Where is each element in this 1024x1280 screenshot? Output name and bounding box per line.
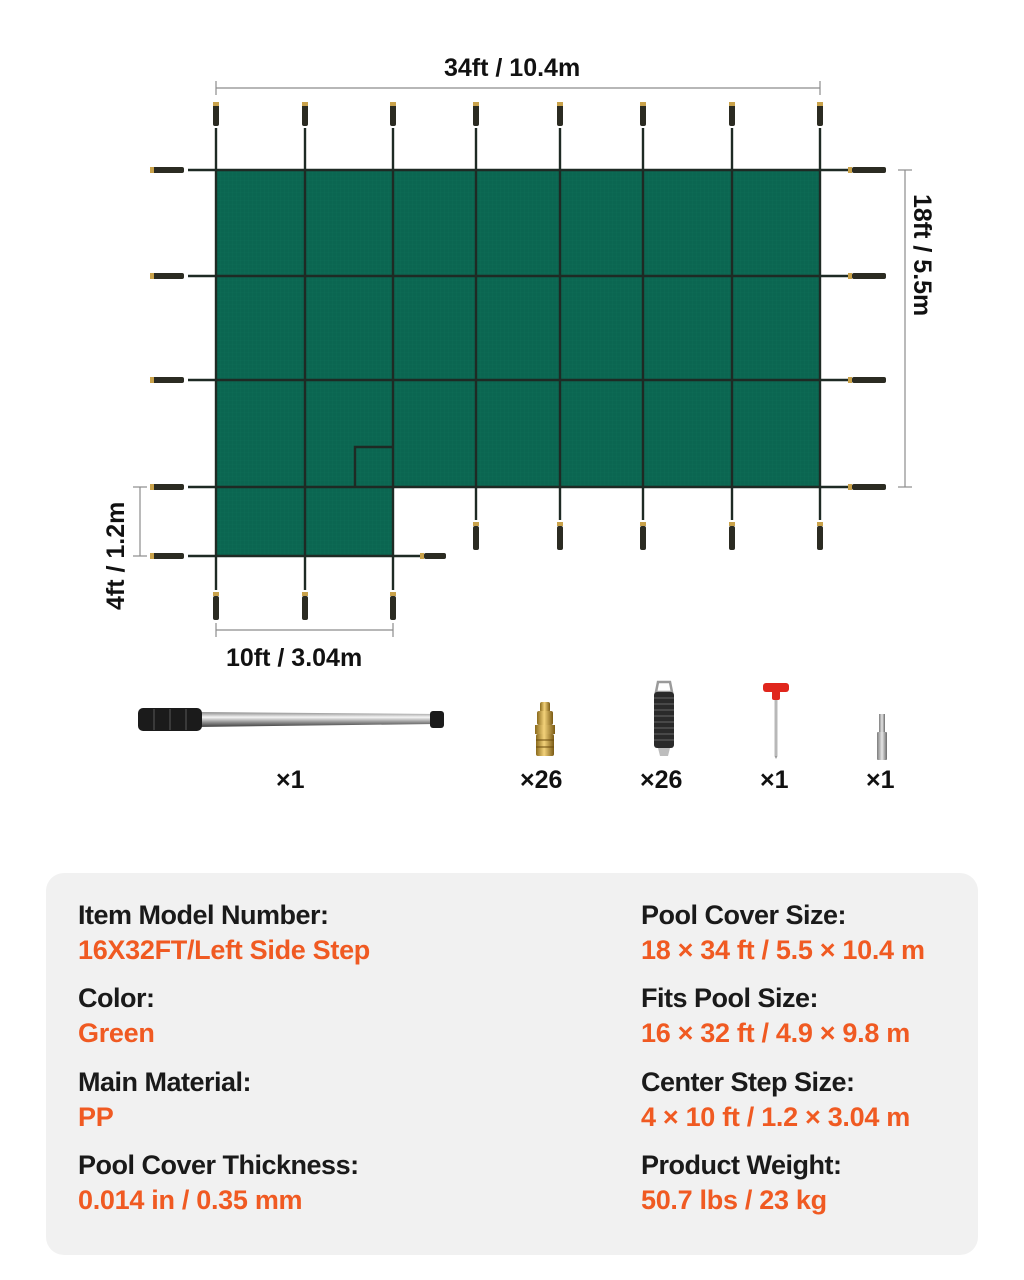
strap-anchor [852,484,886,490]
spec-value: 16 × 32 ft / 4.9 × 9.8 m [641,1018,910,1049]
spec-column-right [641,899,925,1232]
spec-model-number [78,899,370,982]
spec-cover-size [641,899,925,982]
dimension-right-height: 18ft / 5.5m [908,194,936,317]
spec-label: Item Model Number: [78,900,329,930]
spec-label: Pool Cover Thickness: [78,1149,359,1180]
spec-color [78,982,370,1065]
strap-anchor [150,553,184,559]
strap-anchor [640,526,646,550]
spec-value: PP [78,1101,114,1132]
spec-value: 18 × 34 ft / 5.5 × 10.4 m [641,935,925,965]
strap-anchor [557,526,563,550]
strap-anchor [150,273,184,279]
spec-material [78,1066,370,1149]
spec-value: 4 × 10 ft / 1.2 × 3.04 m [641,1101,910,1132]
spring-icon [648,680,680,758]
spec-step-size [641,1066,925,1149]
strap-anchor [150,167,184,173]
dimension-step-height: 4ft / 1.2m [102,501,130,610]
spec-column-left [78,899,370,1232]
spec-value: Green [78,1018,155,1049]
strap-anchor [150,377,184,383]
spec-value: 16X32FT/Left Side Step [78,935,370,965]
strap-anchor [302,596,308,620]
strap-anchor [213,596,219,620]
spec-thickness [78,1149,370,1232]
rod-quantity: ×1 [276,766,305,794]
spec-label: Pool Cover Size: [641,900,847,930]
key-quantity: ×1 [760,766,789,794]
setting-tool-icon [872,712,892,762]
dimension-step-width: 10ft / 3.04m [226,644,363,672]
dimension-top-width: 34ft / 10.4m [444,54,581,82]
spec-label: Center Step Size: [641,1066,855,1097]
strap-anchor [424,553,446,559]
spec-label: Main Material: [78,1066,252,1097]
t-handle-key-icon [760,680,792,760]
spec-label: Color: [78,983,155,1014]
strap-anchor [150,484,184,490]
spring-quantity: ×26 [640,766,683,794]
brass-anchor-icon [530,700,560,760]
strap-anchor [852,273,886,279]
spec-panel [46,873,978,1255]
installation-rod-icon [136,703,448,737]
spec-value: 0.014 in / 0.35 mm [78,1184,303,1215]
anchor-quantity: ×26 [520,766,563,794]
strap-anchor [473,526,479,550]
spec-label: Fits Pool Size: [641,983,819,1014]
strap-anchor [729,526,735,550]
strap-anchor [390,596,396,620]
spec-weight [641,1149,925,1232]
spec-value: 50.7 lbs / 23 kg [641,1184,827,1215]
tool-quantity: ×1 [866,766,895,794]
strap-anchor [852,377,886,383]
spec-fits-pool-size [641,982,925,1065]
strap-anchor [852,167,886,173]
pool-cover [216,170,820,556]
strap-anchor [817,526,823,550]
spec-label: Product Weight: [641,1149,842,1180]
